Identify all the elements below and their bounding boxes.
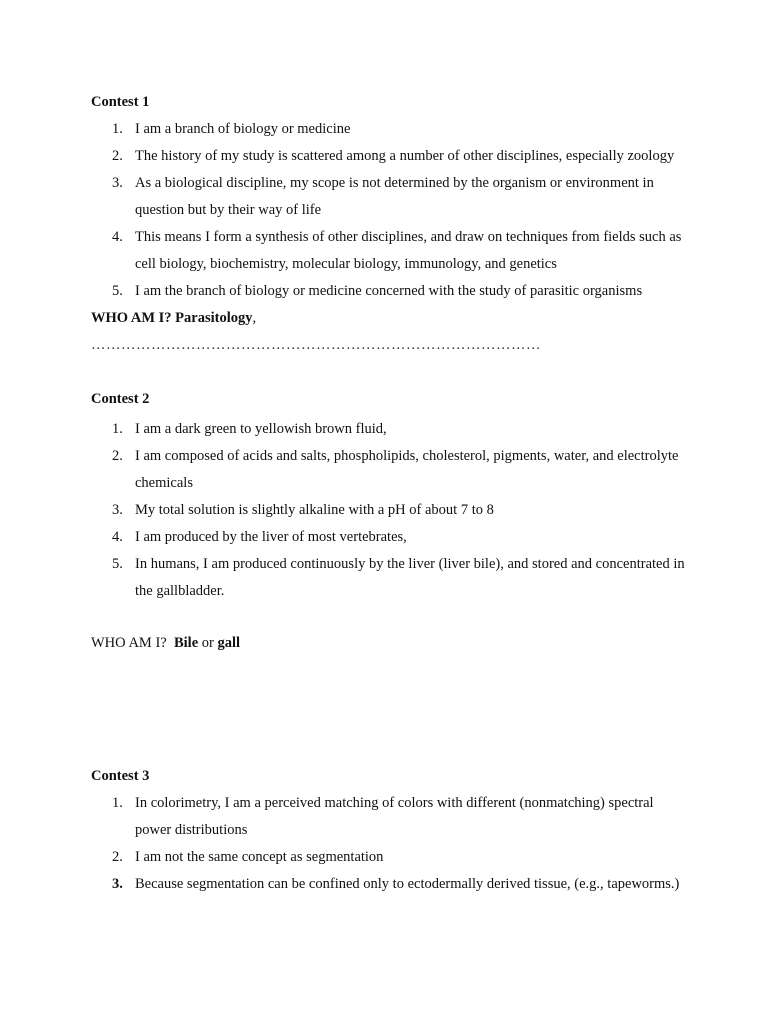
answer-label: WHO AM I? bbox=[91, 635, 167, 651]
item-number: 1. bbox=[112, 795, 123, 811]
item-number: 2. bbox=[112, 849, 123, 865]
contest-1-answer bbox=[91, 305, 691, 332]
list-item bbox=[91, 224, 691, 278]
answer-comma: , bbox=[252, 310, 257, 326]
contest-3-list bbox=[91, 790, 691, 898]
item-number: 5. bbox=[112, 283, 123, 299]
list-item bbox=[91, 443, 691, 497]
item-text: I am composed of acids and salts, phospholipids, cholesterol, pigments, water, and electrolyte chemicals bbox=[135, 448, 679, 491]
contest-2-answer bbox=[91, 630, 691, 657]
item-text: This means I form a synthesis of other disciplines, and draw on techniques from fields such as cell biology, biochemistry, molecular biology, immunology, and genetics bbox=[135, 229, 682, 272]
item-number: 3. bbox=[112, 175, 123, 191]
item-text: Because segmentation can be confined only to ectodermally derived tissue, (e.g., tapeworms.) bbox=[135, 876, 680, 892]
list-item bbox=[91, 278, 691, 305]
contest-2-list bbox=[91, 416, 691, 605]
contest-2-heading: Contest 2 bbox=[91, 391, 150, 407]
list-item bbox=[91, 116, 691, 143]
contest-3-section bbox=[91, 763, 691, 898]
list-item bbox=[91, 844, 691, 871]
item-number: 2. bbox=[112, 148, 123, 164]
list-item bbox=[91, 170, 691, 224]
contest-1-section bbox=[91, 89, 691, 359]
item-text: The history of my study is scattered among a number of other disciplines, especially zoology bbox=[135, 148, 675, 164]
item-number: 1. bbox=[112, 121, 123, 137]
list-item bbox=[91, 551, 691, 605]
list-item bbox=[91, 143, 691, 170]
item-text: In colorimetry, I am a perceived matching of colors with different (nonmatching) spectral power distributions bbox=[135, 795, 654, 838]
item-number: 1. bbox=[112, 421, 123, 437]
item-text: I am a branch of biology or medicine bbox=[135, 121, 351, 137]
item-number: 3. bbox=[112, 502, 123, 518]
answer-bold: WHO AM I? Parasitology bbox=[91, 310, 253, 326]
answer-bold-1: Bile bbox=[173, 635, 199, 651]
contest-2-section bbox=[91, 386, 691, 605]
answer-bold-2: gall bbox=[217, 635, 241, 651]
list-item bbox=[91, 790, 691, 844]
contest-3-heading: Contest 3 bbox=[91, 768, 150, 784]
item-text: My total solution is slightly alkaline with a pH of about 7 to 8 bbox=[135, 502, 494, 518]
answer-or: or bbox=[201, 635, 214, 651]
item-number: 3. bbox=[112, 876, 123, 892]
item-number: 4. bbox=[112, 229, 123, 245]
list-item bbox=[91, 416, 691, 443]
list-item bbox=[91, 524, 691, 551]
item-text: I am the branch of biology or medicine concerned with the study of parasitic organisms bbox=[135, 283, 643, 299]
contest-1-heading: Contest 1 bbox=[91, 94, 150, 110]
item-text: As a biological discipline, my scope is not determined by the organism or environment in question but by their way of life bbox=[135, 175, 654, 218]
dotted-separator: ……………………………………………………………………………… bbox=[91, 337, 541, 353]
item-text: I am not the same concept as segmentation bbox=[135, 849, 384, 865]
item-text: In humans, I am produced continuously by the liver (liver bile), and stored and concentrated in the gallbladder. bbox=[135, 556, 685, 599]
list-item bbox=[91, 497, 691, 524]
item-text: I am a dark green to yellowish brown fluid, bbox=[135, 421, 387, 437]
item-text: I am produced by the liver of most vertebrates, bbox=[135, 529, 407, 545]
list-item bbox=[91, 871, 691, 898]
item-number: 4. bbox=[112, 529, 123, 545]
contest-1-list bbox=[91, 116, 691, 305]
item-number: 2. bbox=[112, 448, 123, 464]
item-number: 5. bbox=[112, 556, 123, 572]
